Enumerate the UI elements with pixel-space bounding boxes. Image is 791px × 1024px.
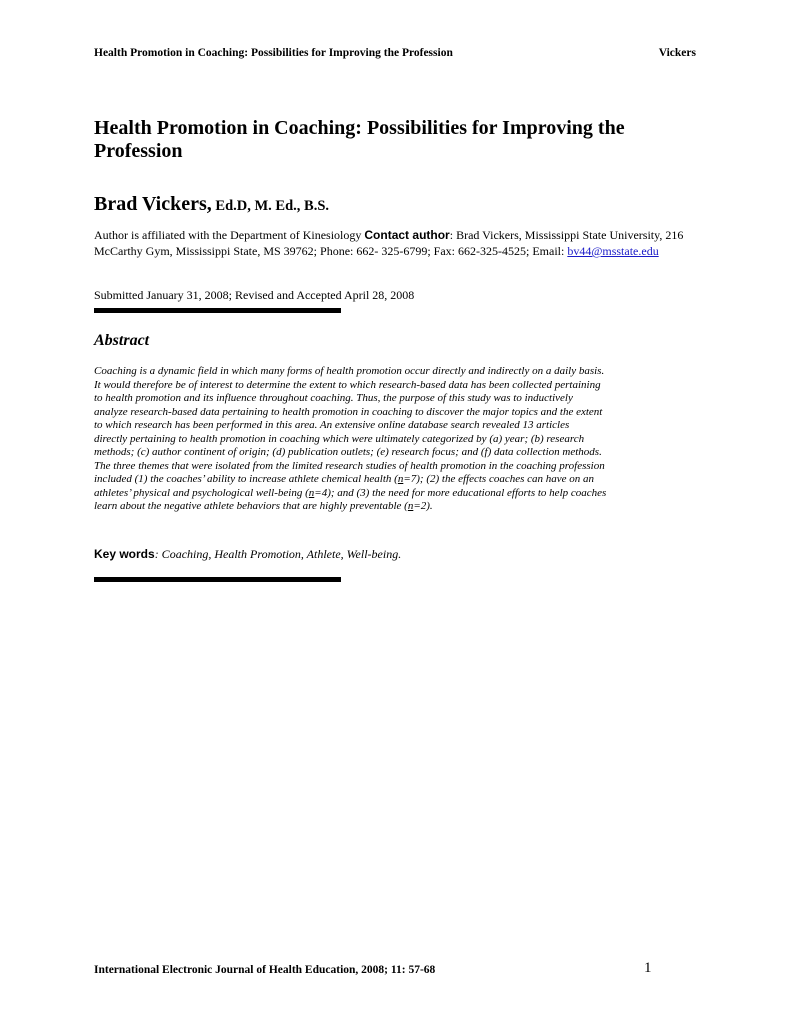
abstract-body <box>94 365 702 514</box>
abstract-line: The three themes that were isolated from the limited research studies of health promotion in the coaching profession <box>94 459 605 472</box>
abstract-line: directly pertaining to health promotion in coaching which were ultimately categorized by (a) year; (b) research <box>94 432 585 445</box>
submission-dates: Submitted January 31, 2008; Revised and Accepted April 28, 2008 <box>94 288 415 302</box>
author-degrees: Ed.D, M. Ed., B.S. <box>211 198 330 214</box>
abstract-line: to health promotion and its influence throughout coaching. Thus, the purpose of this study was to inductively <box>94 392 573 404</box>
affiliation <box>94 227 700 259</box>
abstract-heading: Abstract <box>94 332 150 349</box>
abstract-line <box>94 500 433 512</box>
abstract-line: analyze research-based data pertaining to health promotion in coaching to discover the major topics and the extent <box>94 405 603 418</box>
affiliation-text: Author is affiliated with the Department of Kinesiology <box>94 228 362 242</box>
footer-journal-citation: International Electronic Journal of Health Education, 2008; 11: 57-68 <box>94 964 436 976</box>
sample-size-n: n <box>308 486 315 499</box>
abstract-line: to which research has been performed in this area. An extensive online database search revealed 13 articles <box>94 419 570 431</box>
page-number: 1 <box>644 960 652 976</box>
contact-author-label: Contact author <box>364 228 450 242</box>
running-header-title: Health Promotion in Coaching: Possibilities for Improving the Profession <box>94 47 453 59</box>
email-link[interactable]: bv44@msstate.edu <box>567 244 659 258</box>
running-header <box>94 47 696 63</box>
abstract-text: included (1) the coaches’ ability to increase athlete chemical health ( <box>94 473 398 485</box>
contact-details: : Brad Vickers, Mississippi State University, 216 McCarthy Gym, Mississippi State, MS 39762; Phone: 662- 325-6799; Fax: 662-325-4525; Email: <box>94 228 684 258</box>
abstract-line: Coaching is a dynamic field in which many forms of health promotion occur directly and indirectly on a daily basis. <box>94 365 605 377</box>
author-line <box>94 193 329 216</box>
section-divider-bottom <box>94 577 341 582</box>
abstract-text: athletes’ physical and psychological well-being ( <box>94 486 309 499</box>
sample-size-n: n <box>397 473 404 485</box>
paper-title: Health Promotion in Coaching: Possibilities for Improving the Profession <box>94 117 625 162</box>
keywords-value: : Coaching, Health Promotion, Athlete, Well-being. <box>154 547 402 561</box>
keywords <box>94 547 401 562</box>
section-divider-top <box>94 308 341 313</box>
author-name: Brad Vickers, <box>94 193 212 215</box>
running-header-author: Vickers <box>658 47 696 59</box>
abstract-text: =4); and (3) the need for more educational efforts to help coaches <box>314 486 607 499</box>
abstract-line: methods; (c) author continent of origin; (d) publication outlets; (e) research focus; and (f) data collection methods. <box>94 446 602 458</box>
abstract-text: =2). <box>413 500 433 512</box>
sample-size-n: n <box>407 500 414 512</box>
abstract-line <box>94 487 606 499</box>
keywords-label: Key words <box>94 547 155 561</box>
abstract-text: =7); (2) the effects coaches can have on an <box>403 473 595 485</box>
abstract-line: It would therefore be of interest to determine the extent to which research-based data has been collected pertaining <box>94 378 601 391</box>
abstract-text: learn about the negative athlete behaviors that are highly preventable ( <box>94 500 408 512</box>
abstract-line <box>94 473 594 485</box>
